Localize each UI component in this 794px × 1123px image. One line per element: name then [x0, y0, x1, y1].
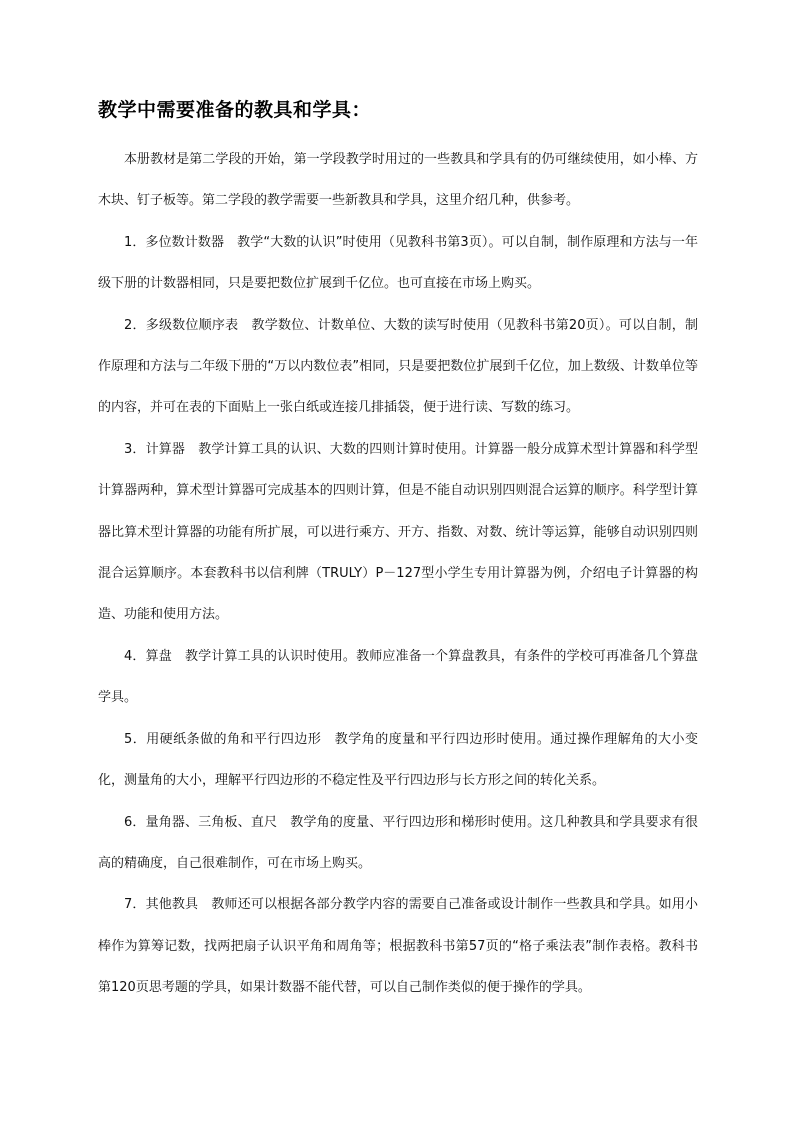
paragraph-intro: 本册教材是第二学段的开始，第一学段教学时用过的一些教具和学具有的仍可继续使用，如小棒、方木块、钉子板等。第二学段的教学需要一些新教具和学具，这里介绍几种，供参考。	[98, 152, 698, 209]
paragraph-item-7: 7．其他教具 教师还可以根据各部分教学内容的需要自己准备或设计制作一些教具和学具。如用小棒作为算筹记数，找两把扇子认识平角和周角等；根据教科书第57页的“格子乘法表”制作表格。教科书第120页思考题的学具，如果计数器不能代替，可以自己制作类似的便于操作的学具。	[98, 897, 698, 996]
paragraph-item-5: 5．用硬纸条做的角和平行四边形 教学角的度量和平行四边形时使用。通过操作理解角的大小变化，测量角的大小，理解平行四边形的不稳定性及平行四边形与长方形之间的转化关系。	[98, 731, 698, 789]
document-body	[98, 139, 698, 1009]
paragraph-item-3: 3．计算器 教学计算工具的认识、大数的四则计算时使用。计算器一般分成算术型计算器和科学型计算器两种，算术型计算器可完成基本的四则计算，但是不能自动识别四则混合运算的顺序。科学型计算器比算术型计算器的功能有所扩展，可以进行乘方、开方、指数、对数、统计等运算，能够自动识别四则混合运算顺序。本套教科书以信利牌（TRULY）P－127型小学生专用计算器为例，介绍电子计算器的构造、功能和使用方法。	[98, 441, 698, 623]
paragraph-item-6: 6．量角器、三角板、直尺 教学角的度量、平行四边形和梯形时使用。这几种教具和学具要求有很高的精确度，自己很难制作，可在市场上购买。	[98, 814, 698, 871]
paragraph-item-4: 4．算盘 教学计算工具的认识时使用。教师应准备一个算盘教具，有条件的学校可再准备几个算盘学具。	[98, 648, 698, 706]
paragraph-item-1: 1．多位数计数器 教学“大数的认识”时使用（见教科书第3页）。可以自制，制作原理和方法与一年级下册的计数器相同，只是要把数位扩展到千亿位。也可直接在市场上购买。	[98, 234, 698, 292]
page-title: 教学中需要准备的教具和学具：	[98, 99, 372, 121]
paragraph-item-2: 2．多级数位顺序表 教学数位、计数单位、大数的读写时使用（见教科书第20页）。可以自制，制作原理和方法与二年级下册的“万以内数位表”相同，只是要把数位扩展到千亿位，加上数级、计数单位等的内容，并可在表的下面贴上一张白纸或连接几排插袋，便于进行读、写数的练习。	[98, 317, 698, 416]
